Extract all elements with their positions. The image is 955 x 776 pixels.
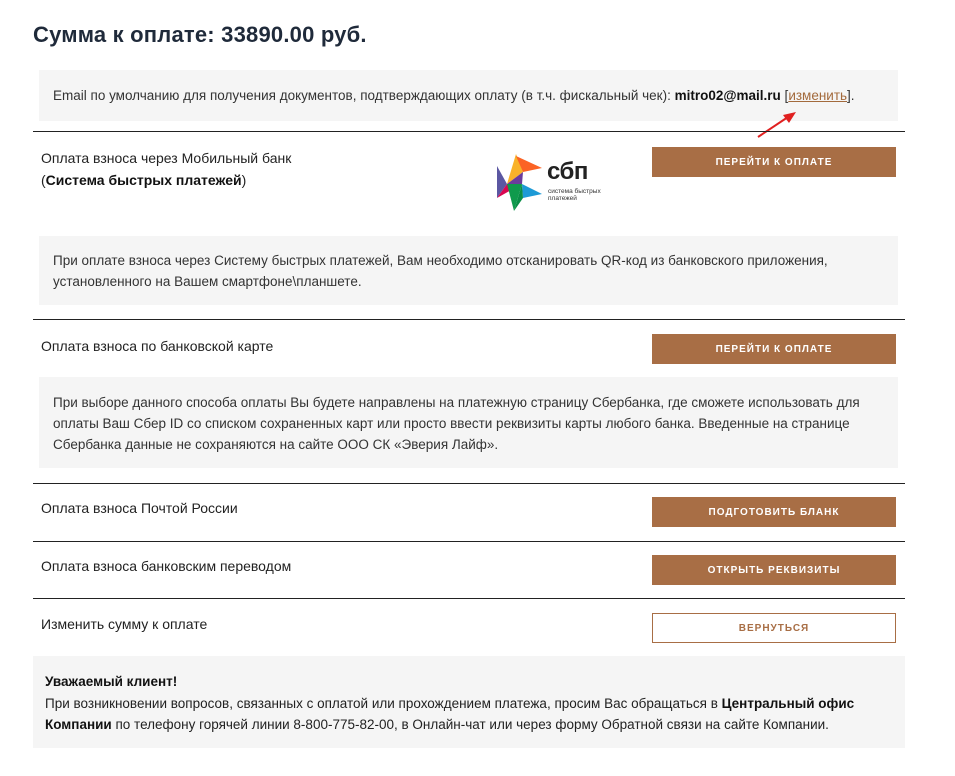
sbp-info-box bbox=[39, 236, 898, 305]
page-title: Сумма к оплате: 33890.00 руб. bbox=[33, 22, 367, 47]
email-notice-prefix: Email по умолчанию для получения документов, подтверждающих оплату (в т.ч. фискальный чек): bbox=[53, 88, 675, 103]
transfer-payment-label: Оплата взноса банковским переводом bbox=[41, 558, 292, 574]
divider bbox=[33, 483, 905, 484]
card-info-text: При выборе данного способа оплаты Вы будете направлены на платежную страницу Сбербанка, где сможете использовать для оплаты Ваш Сбер ID со списком сохраненных карт или просто ввести реквизиты карты любого банка. Введенные на странице Сбербанка данные не сохраняются на сайте ООО СК «Эверия Лайф». bbox=[53, 395, 860, 452]
bracket-open: [ bbox=[780, 88, 789, 103]
sbp-payment-label bbox=[41, 147, 291, 191]
divider bbox=[33, 541, 905, 542]
sbp-logo-icon bbox=[494, 154, 544, 212]
card-pay-button[interactable]: ПЕРЕЙТИ К ОПЛАТЕ bbox=[652, 334, 896, 364]
bracket-close: ]. bbox=[847, 88, 855, 103]
client-notice-box bbox=[33, 656, 905, 748]
red-arrow-icon bbox=[752, 108, 800, 142]
divider bbox=[33, 319, 905, 320]
sbp-logo bbox=[494, 154, 614, 214]
prepare-form-button[interactable]: ПОДГОТОВИТЬ БЛАНК bbox=[652, 497, 896, 527]
divider bbox=[33, 598, 905, 599]
client-notice-text: Уважаемый клиент! При возникновении вопросов, связанных с оплатой или прохождением платежа, просим Вас обращаться в Центральный офис Компании по телефону горячей линии 8-800-775-82-00, в Онлайн-чат или через форму Обратной связи на сайте Компании. bbox=[45, 674, 855, 732]
back-button[interactable]: ВЕРНУТЬСЯ bbox=[652, 613, 896, 643]
sbp-logo-subtitle: система быстрых платежей bbox=[548, 188, 601, 202]
central-office-text: Центральный офис Компании bbox=[45, 695, 855, 732]
divider bbox=[33, 131, 905, 132]
post-payment-label: Оплата взноса Почтой России bbox=[41, 500, 238, 516]
sbp-pay-button[interactable]: ПЕРЕЙТИ К ОПЛАТЕ bbox=[652, 147, 896, 177]
sbp-label-line1: Оплата взноса через Мобильный банк bbox=[41, 150, 292, 166]
sbp-label-line2: (Система быстрых платежей) bbox=[41, 172, 247, 188]
card-payment-label: Оплата взноса по банковской карте bbox=[41, 338, 274, 354]
sbp-info-text: При оплате взноса через Систему быстрых платежей, Вам необходимо отсканировать QR-код из банковского приложения, установленного на Вашем смартфоне\планшете. bbox=[53, 253, 828, 289]
email-notice-text bbox=[53, 88, 855, 103]
change-amount-label: Изменить сумму к оплате bbox=[41, 616, 208, 632]
open-requisites-button[interactable]: ОТКРЫТЬ РЕКВИЗИТЫ bbox=[652, 555, 896, 585]
default-email: mitro02@mail.ru bbox=[674, 88, 781, 103]
sbp-system-name: Система быстрых платежей bbox=[45, 172, 242, 188]
sbp-logo-word: сбп bbox=[547, 158, 588, 185]
client-notice-greeting: Уважаемый клиент! bbox=[45, 674, 178, 689]
change-email-link[interactable]: изменить bbox=[788, 88, 848, 103]
card-info-box bbox=[39, 377, 898, 468]
